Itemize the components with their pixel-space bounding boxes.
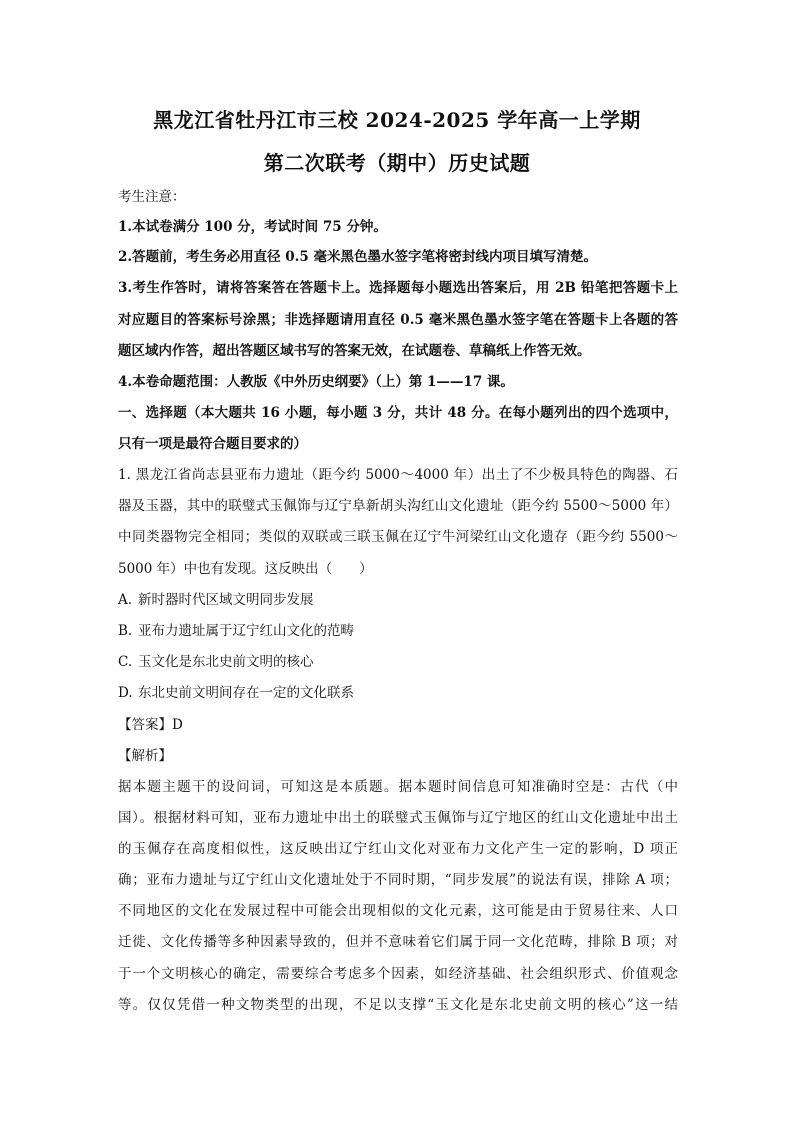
option-c-text: 玉文化是东北史前文明的核心	[138, 654, 314, 670]
document-title-line2: 第二次联考（期中）历史试题	[263, 151, 531, 175]
analysis-line-4: 确；亚布力遗址与辽宁红山文化遗址处于不同时期，“同步发展”的说法有误，排除 A 项；	[118, 872, 678, 888]
document-title-line1: 黑龙江省牡丹江市三校 2024-2025 学年高一上学期	[153, 108, 641, 132]
question1-stem-line-1: 1. 黑龙江省尚志县亚布力遗址（距今约 5000～4000 年）出土了不少极具特色的陶器、石	[118, 467, 678, 483]
section-heading-line-2: 只有一项是最符合题目要求的）	[118, 436, 307, 452]
option-b-letter: B.	[118, 623, 133, 639]
answer-label: 【答案】D	[118, 717, 183, 733]
option-c	[118, 653, 314, 671]
question1-stem-line-4: 5000 年）中也有发现。这反映出（ ）	[118, 561, 373, 577]
option-a-letter: A.	[118, 592, 133, 608]
option-b	[118, 622, 354, 640]
notice-line-1: 1.本试卷满分 100 分，考试时间 75 分钟。	[118, 219, 387, 235]
analysis-heading: 【解析】	[118, 748, 172, 764]
option-d-letter: D.	[118, 685, 133, 701]
question1-stem-line-3: 中同类器物完全相同；类似的双联或三联玉佩在辽宁牛河梁红山文化遗存（距今约 5500～	[118, 529, 678, 545]
notice-line-6: 4.本卷命题范围：人教版《中外历史纲要》（上）第 1——17 课。	[118, 374, 514, 390]
analysis-line-3: 的玉佩存在高度相似性，这反映出辽宁红山文化对亚布力文化产生一定的影响，D 项正	[118, 841, 678, 857]
analysis-line-7: 于一个文明核心的确定，需要综合考虑多个因素，如经济基础、社会组织形式、价值观念	[118, 966, 678, 982]
question1-stem-line-2: 器及玉器，其中的联璧式玉佩饰与辽宁阜新胡头沟红山文化遗址（距今约 5500～5000 年）	[118, 498, 678, 514]
option-d-text: 东北史前文明间存在一定的文化联系	[138, 685, 354, 701]
analysis-line-1: 据本题主题干的设问词，可知这是本质题。据本题时间信息可知准确时空是：古代（中	[118, 779, 678, 795]
analysis-line-6: 迁徙、文化传播等多种因素导致的，但并不意味着它们属于同一文化范畴，排除 B 项；对	[118, 934, 678, 950]
option-c-letter: C.	[118, 654, 133, 670]
notice-heading: 考生注意：	[118, 189, 186, 205]
notice-line-5: 题区域内作答，超出答题区域书写的答案无效，在试题卷、草稿纸上作答无效。	[118, 343, 591, 359]
section-heading-line-1: 一、选择题（本大题共 16 小题，每小题 3 分，共计 48 分。在每小题列出的四个选项中，	[118, 405, 678, 421]
notice-line-4: 对应题目的答案标号涂黑；非选择题请用直径 0.5 毫米黑色墨水签字笔在答题卡上各题的答	[118, 312, 678, 328]
notice-line-2: 2.答题前，考生务必用直径 0.5 毫米黑色墨水签字笔将密封线内项目填写清楚。	[118, 249, 597, 265]
option-a-text: 新时器时代区域文明同步发展	[138, 592, 314, 608]
option-b-text: 亚布力遗址属于辽宁红山文化的范畴	[138, 623, 354, 639]
notice-line-3: 3.考生作答时，请将答案答在答题卡上。选择题每小题选出答案后，用 2B 铅笔把答题卡上	[118, 280, 678, 296]
option-d	[118, 684, 354, 702]
option-a	[118, 591, 314, 609]
analysis-line-8: 等。仅仅凭借一种文物类型的出现，不足以支撑“玉文化是东北史前文明的核心”这一结	[118, 997, 678, 1013]
analysis-line-5: 不同地区的文化在发展过程中可能会出现相似的文化元素，这可能是由于贸易往来、人口	[118, 903, 678, 919]
analysis-line-2: 国）。根据材料可知，亚布力遗址中出土的联璧式玉佩饰与辽宁地区的红山文化遗址中出土	[118, 810, 678, 826]
